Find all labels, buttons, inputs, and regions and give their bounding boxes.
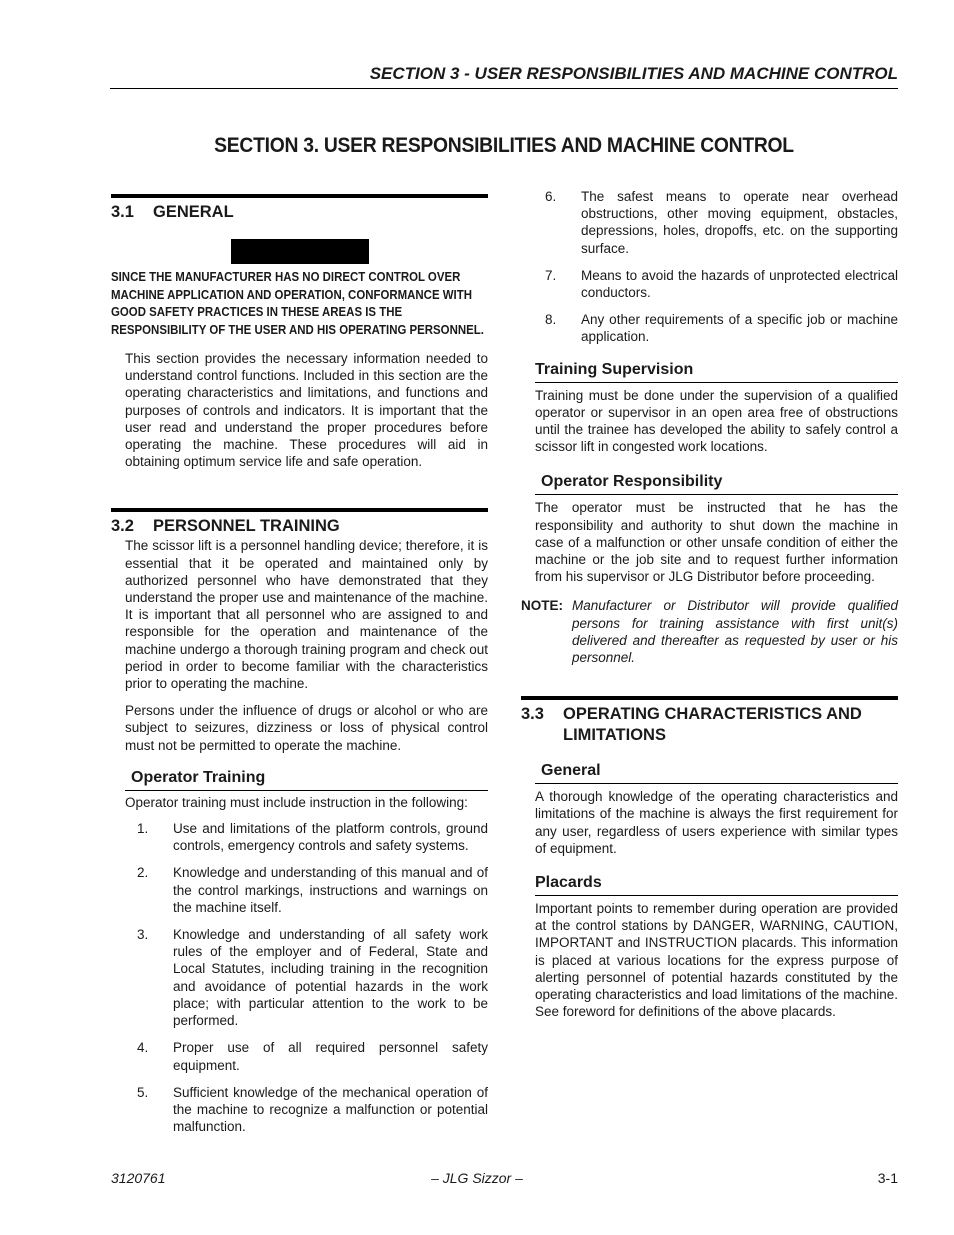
general-body: This section provides the necessary information needed to understand control functions. Included in this section are the operating characteristics and limitations, and functions and purposes of controls and indicators. It is important that the user read and understand the proper procedures before operating the machine. These procedures will aid in obtaining optimum service life and safe operation. xyxy=(125,351,488,470)
section-title: OPERATING CHARACTERISTICS AND LIMITATIONS xyxy=(563,705,862,745)
warning-text: SINCE THE MANUFACTURER HAS NO DIRECT CONTROL OVER MACHINE APPLICATION AND OPERATION, CONFORMANCE WITH GOOD SAFETY PRACTICES IN THESE AREAS IS THE RESPONSIBILITY OF THE USER AND HIS OPERATING PERSONNEL. xyxy=(111,269,484,337)
list-item: 7. Means to avoid the hazards of unprotected electrical conductors. xyxy=(545,267,898,301)
training-paragraph-1: The scissor lift is a personnel handling device; therefore, it is essential that it be operated and maintained only by authorized personnel who have demonstrated that they understand the proper use and maintenance of the machine. It is important that all personnel who are assigned to and responsible for the operation and maintenance of the machine undergo a thorough training program and check out period in order to become familiar with the characteristics prior to operating the machine. xyxy=(125,538,488,692)
training-supervision-heading: Training Supervision xyxy=(535,360,898,383)
list-item: 8. Any other requirements of a specific job or machine application. xyxy=(545,312,898,345)
training-supervision-body: Training must be done under the supervision of a qualified operator or supervisor in an open area free of obstructions until the trainee has developed the ability to safely control a scissor lift in congested work locations. xyxy=(535,387,898,455)
list-item: 4. Proper use of all required personnel safety equipment. xyxy=(137,1040,488,1073)
section-title: PERSONNEL TRAINING xyxy=(153,517,340,536)
page-number: 3-1 xyxy=(877,1170,898,1186)
section-title: GENERAL xyxy=(153,203,234,221)
general-characteristics-body: A thorough knowledge of the operating characteristics and limitations of the machine is always the first requirement for any user, regardless of users experience with similar types of equipment. xyxy=(535,789,898,856)
list-item: 2. Knowledge and understanding of this manual and of the control markings, instructions and warnings on the machine itself. xyxy=(137,865,488,915)
operator-training-intro: Operator training must include instruction in the following: xyxy=(125,794,468,810)
section-3-2-heading xyxy=(111,508,488,537)
note-label: NOTE: xyxy=(521,598,563,614)
operator-responsibility-heading: Operator Responsibility xyxy=(535,472,898,495)
page-title: SECTION 3. USER RESPONSIBILITIES AND MACHINE CONTROL xyxy=(214,134,794,157)
training-paragraph-2: Persons under the influence of drugs or alcohol or who are subject to seizures, dizziness or loss of physical control must not be permitted to operate the machine. xyxy=(125,703,488,753)
running-header: SECTION 3 - USER RESPONSIBILITIES AND MACHINE CONTROL xyxy=(369,64,898,83)
footer-product-name: – JLG Sizzor – xyxy=(431,1170,523,1186)
section-number: 3.3 xyxy=(521,705,544,724)
list-item: 1. Use and limitations of the platform controls, ground controls, emergency controls and safety systems. xyxy=(137,821,488,854)
section-3-3-heading xyxy=(521,696,898,746)
operator-responsibility-body: The operator must be instructed that he has the responsibility and authority to shut down the machine in case of a malfunction or other unsafe condition of either the machine or the job site and to request further information from his supervisor or JLG Distributor before proceeding. xyxy=(535,500,898,585)
left-column xyxy=(111,194,488,1135)
training-list-right xyxy=(545,188,898,346)
right-column xyxy=(521,188,898,1021)
note-text: Manufacturer or Distributor will provide qualified persons for training assistance with first unit(s) delivered and thereafter as requested by user or his personnel. xyxy=(572,598,898,666)
list-item: 5. Sufficient knowledge of the mechanical operation of the machine to recognize a malfunction or potential malfunction. xyxy=(137,1084,488,1135)
operator-training-heading: Operator Training xyxy=(125,768,488,791)
training-list-left xyxy=(137,820,488,1135)
list-item: 3. Knowledge and understanding of all safety work rules of the employer and of Federal, State and Local Statutes, including training in the recognition and avoidance of potential hazards in the work place; with particular attention to the work to be performed. xyxy=(137,927,488,1029)
general-heading: General xyxy=(535,761,898,784)
safety-alert-label xyxy=(231,239,369,264)
note-block xyxy=(521,597,898,666)
section-number: 3.1 xyxy=(111,203,134,221)
section-3-1-heading xyxy=(111,194,488,223)
header-rule xyxy=(110,88,898,89)
placards-body: Important points to remember during operation are provided at the control stations by DANGER, WARNING, CAUTION, IMPORTANT and INSTRUCTION placards. This information is placed at various locations for the express purpose of alerting personnel of potential hazards constituted by the operating characteristics and load limitations of the machine. See foreword for definitions of the above placards. xyxy=(535,901,898,1020)
placards-heading: Placards xyxy=(535,873,898,896)
document-number: 3120761 xyxy=(111,1170,166,1186)
section-number: 3.2 xyxy=(111,517,134,536)
list-item: 6. The safest means to operate near overhead obstructions, other moving equipment, obstacles, depressions, holes, dropoffs, etc. on the supporting surface. xyxy=(545,189,898,256)
